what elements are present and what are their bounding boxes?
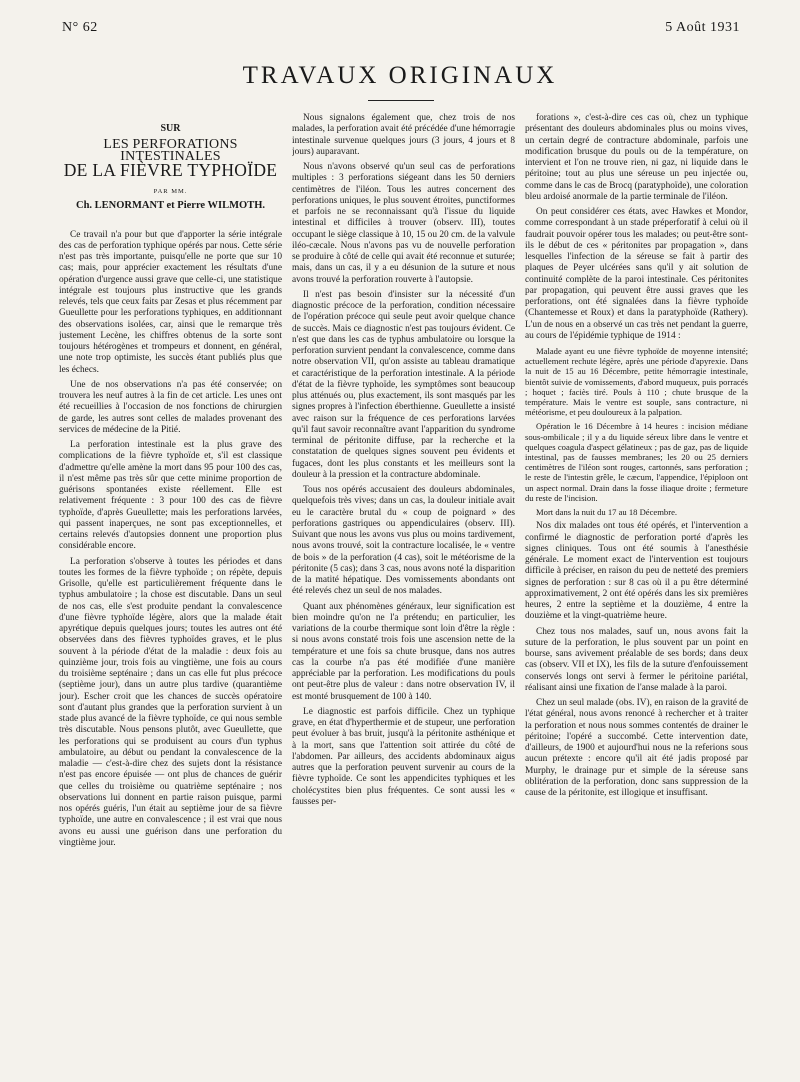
paragraph: Nos dix malades ont tous été opérés, et l'intervention a confirmé le diagnostic de perforation porté d'après les signes cliniques. Tous ont été soumis à l'anesthésie générale. Le moment exact de l'intervention est toujours difficile à préciser, en raison du peu de netteté des premiers signes de perforation : sur 8 cas où il a pu être déterminé approximativement, 2 ont été opérés dans les six premières heures, 2 entre la septième et la douzième, 4 entre la douzième et la vingt-quatrième heure.: [525, 521, 748, 622]
paragraph: On peut considérer ces états, avec Hawkes et Mondor, comme correspondant à un stade préperforatif à celui où il faudrait pouvoir opérer tous les malades; ou peut-être sont-ils le début de ces « péritonites par propagation », dans lesquelles l'infection de la séreuse se fait à partir des plaques de Peyer ulcérées sans qu'il y ait solution de continuité complète de la paroi intestinale. Ces péritonites par propagation, qui peuvent être aussi graves que les perforations, ont été signalées dans la fièvre typhoïde (Chantemesse et Roux) et dans la paratyphoïde (Rathery). L'un de nous en a observé un cas très net pendant la guerre, au cours de l'épidémie typhique de 1914 :: [525, 207, 748, 341]
article-authors: Ch. LENORMANT et Pierre WILMOTH.: [76, 200, 265, 212]
column-1: [59, 113, 282, 1058]
issue-date: 5 Août 1931: [665, 20, 740, 35]
article-title-line-1: LES PERFORATIONS INTESTINALES: [103, 137, 238, 164]
column-2: [292, 113, 515, 1058]
paragraph: Une de nos observations n'a pas été conservée; on trouvera les neuf autres à la fin de cet article. Les unes ont été recueillies à l'occasion de nos fonctions de chirurgien de garde, les autres sont celles de malades provenant des services de médecine de la Pitié.: [59, 379, 282, 435]
section-title: TRAVAUX ORIGINAUX: [242, 62, 558, 89]
paragraph: Chez tous nos malades, sauf un, nous avons fait la suture de la perforation, le plus souvent par un point en bourse, sans avivement préalable de ses bords; dans deux cas (observ. VII et IX), les fils de la suture d'enfouissement conservés longs ont servi à fermer le péritoine pariétal, réalisant ainsi une fixation de l'anse malade à la paroi.: [525, 626, 748, 693]
paragraph: Nous n'avons observé qu'un seul cas de perforations multiples : 3 perforations siégeant dans les 50 derniers centimètres de l'iléon. Tous les autres concernent des perforations uniques, le plus souvent étroites, punctiformes et parfois ne se reconnaissant qu'à l'issue du liquide intestinal et difficiles à trouver (observ. III), toutes occupant le siège classique à 10, 15 ou 20 cm. de la valvule iléo-cæcale. Nous n'avons pas vu de nouvelle perforation se produire à côté de celle qui avait été reconnue et suturée; mais, dans un cas, il y a eu désunion de la suture et nous avons trouvé la perforation rouverte à l'autopsie.: [292, 162, 515, 285]
article-heading: [59, 123, 282, 212]
article-title-line-2: DE LA FIÈVRE TYPHOÏDE: [63, 159, 278, 180]
column-3: [525, 113, 748, 1058]
case-report-paragraph: Opération le 16 Décembre à 14 heures : incision médiane sous-ombilicale ; il y a du liquide séreux libre dans le ventre et quelques coagula d'aspect gélatineux ; pas de gaz, pas de liquide intestinal, pas de fausses membranes; les 20 ou 25 derniers centimètres de l'iléon sont rouges, cartonnés, sans perforation ; le reste de l'intestin grêle, le cæcum, l'appendice, l'épiploon ont un aspect normal. Drain dans la fosse iliaque droite ; fermeture du reste de l'incision.: [525, 421, 748, 503]
paragraph: Chez un seul malade (obs. IV), en raison de la gravité de l'état général, nous avons renoncé à rechercher et à traiter la perforation et nous nous sommes contentés de drainer le péritoine; l'opéré a succombé. Cette intervention date, d'ailleurs, de 1900 et aujourd'hui nous ne la referions sous aucun prétexte : encore qu'il ait été jadis proposé par Murphy, le drainage pur et simple de la séreuse sans oblitération de la perforation, donc sans suppression de la cause de la péritonite, est illogique et insuffisant.: [525, 698, 748, 798]
paragraph: Tous nos opérés accusaient des douleurs abdominales, quelquefois très vives; dans un cas, la douleur initiale avait eu le caractère brutal du « coup de poignard » des perforations gastriques ou appendiculaires (observ. III). Suivant que nous les avons vus plus ou moins tardivement, nous avons trouvé, soit la contracture localisée, le « ventre de bois » de la perforation (4 cas), soit le météorisme de la péritonite (5 cas); dans 3 cas, nous avons noté la disparition de la matité hépatique. Des vomissements abondants ont été relevés chez un seul de nos malades.: [292, 485, 515, 597]
article-kicker: SUR: [160, 123, 181, 134]
paragraph: La perforation intestinale est la plus grave des complications de la fièvre typhoïde et, s'il est classique d'admettre qu'elle amène la mort dans 95 pour 100 des cas, il n'est même pas très sûr que cette minime proportion de guérisons spontanées existe réellement. Elle est relativement fréquente : 3 pour 100 des cas de fièvre typhoïde, d'après Gueullette; mais les perforations larvées, qui passent inaperçues, ne sont pas exceptionnelles, et certains relevés d'autopsies donnent une proportion plus considérable encore.: [59, 440, 282, 552]
byline-prefix: PAR MM.: [153, 188, 188, 195]
section-divider: [368, 100, 434, 101]
article-columns: [59, 113, 749, 1058]
paragraph: Ce travail n'a pour but que d'apporter la série intégrale des cas de perforation typhique opérés par nous. Cette série n'est pas très importante, puisqu'elle ne porte que sur 10 cas; mais, pour apprécier exactement les résultats d'une opération d'urgence aussi grave que celle-ci, une statistique intégrale est toujours plus instructive que les grands relevés, tels que ceux faits par Zesas et plus récemment par Gueullette pour les perforations typhiques, en additionnant des observations isolées, car, ainsi que le remarque très justement Lecène, les chiffres obtenus de la sorte sont toujours hétérogènes et trompeurs et donnent, en général, une note trop optimiste, les succès étant publiés plus que les échecs.: [59, 229, 282, 375]
paragraph: Il n'est pas besoin d'insister sur la nécessité d'un diagnostic précoce de la perforation, condition nécessaire de l'opération précoce qui seule peut avoir quelque chance de succès. Mais ce diagnostic n'est pas toujours évident. Ce n'est que dans les cas de typhus ambulatoire ou lorsque la perforation survient pendant la convalescence, comme dans notre observation VII, qu'on assiste au tableau dramatique et caractéristique de la perforation intestinale. A la période d'état de la fièvre typhoïde, les symptômes sont beaucoup plus atténués ou, plus exactement, ils sont masqués par les signes propres à l'infection éberthienne. Gueullette a insisté avec raison sur la fréquence de ces perforations larvées qu'il faut savoir reconnaître avant l'apparition du syndrome terminal de péritonite diffuse, par la recherche et la constatation de quelques signes souvent peu évidents et fugaces, dont les plus constants et les meilleurs sont la douleur à la pression et la contracture abdominale.: [292, 289, 515, 480]
paragraph: Quant aux phénomènes généraux, leur signification est bien moindre qu'on ne l'a prétendu; en particulier, les variations de la courbe thermique sont loin d'être la règle : si nous avons constaté trois fois une ascension nette de la température et une fois sa chute brusque, dans nos autres cas la courbe n'a pas été modifiée d'une manière appréciable par la perforation. Les modifications du pouls ont peut-être plus de valeur : dans notre observation IV, il est monté brusquement de 100 à 140.: [292, 601, 515, 702]
case-report-paragraph: Mort dans la nuit du 17 au 18 Décembre.: [536, 507, 678, 518]
running-header: [62, 20, 740, 36]
paragraph: La perforation s'observe à toutes les périodes et dans toutes les formes de la fièvre typhoïde ; on répète, depuis Grisolle, qu'elle est particulièrement fréquente dans le typhus ambulatoire ; la chose est discutable. Dans un seul de nos cas, elle s'est produite pendant la convalescence d'une fièvre typhoïde légère, alors que la malade était apyrétique depuis quelques jours; toutes les autres ont été observées dans des fièvres typhoïdes graves, et le plus souvent à la période d'état de la maladie : deux fois au quinzième jour, trois fois au vingtième, une fois au cours du troisième septénaire ; dans un cas elle fut plus précoce (septième jour), dans un autre plus tardive (quarantième jour). Escher croit que les chances de succès opératoire sont d'autant plus grandes que la perforation survient à un stade plus avancé de la fièvre typhoïde, ce qui nous semble très discutable. Nous pensons plutôt, avec Gueullette, que les perforations qui se produisent au cours d'un typhus ambulatoire, au début ou pendant la convalescence de la maladie — c'est-à-dire chez des sujets dont la résistance n'est pas encore épuisée — ont plus de chances de guérir que celles du troisième ou quatrième septénaire ; nos observations lui donnent en partie raison puisque, parmi nos opérés guéris, l'un était au septième jour de sa fièvre typhoïde, une autre en convalescence ; il est vrai que nous avons eu aussi une guérison dans une perforation du vingtième jour.: [59, 556, 282, 848]
paragraph: forations », c'est-à-dire ces cas où, chez un typhique présentant des douleurs abdominales plus ou moins vives, un certain degré de contracture abdominale, parfois une modification brusque du pouls ou de la température, on intervient et l'on ne trouve rien, ni gaz, ni liquide dans le péritoine; tout au plus une séreuse un peu injectée ou, comme dans le cas de Brocq (paratyphoïde), une coloration bleu ardoisé anormale de la partie terminale de l'iléon.: [525, 113, 748, 202]
issue-number: N° 62: [62, 20, 98, 35]
case-report-paragraph: Malade ayant eu une fièvre typhoïde de moyenne intensité; actuellement rechute légère, après une période d'apyrexie. Dans la nuit de 15 au 16 Décembre, petite hémorragie intestinale, bientôt suivie de vomissements, d'abord muqueux, puis porracés ; hoquet ; faciès tiré. Pouls à 110 ; chute brusque de la température. Mais le ventre est souple, sans contracture, ni météorisme, et peu douloureux à la palpation.: [525, 346, 748, 418]
paragraph: Nous signalons également que, chez trois de nos malades, la perforation avait été précédée d'une hémorragie intestinale survenue quelques jours (3 jours, 4 jours et 8 jours) auparavant.: [292, 113, 515, 157]
paragraph: Le diagnostic est parfois difficile. Chez un typhique grave, en état d'hyperthermie et de stupeur, une perforation peut évoluer à bas bruit, jusqu'à la péritonite asthénique et à la mort, sans que l'attention soit attirée du côté de l'abdomen. Par ailleurs, des accidents abdominaux aigus autres que la perforation peuvent survenir au cours de la fièvre typhoïde. Ce sont les appendicites typhiques et les cholécystites bien plus fréquentes. Ce sont aussi les « fausses per-: [292, 706, 515, 807]
